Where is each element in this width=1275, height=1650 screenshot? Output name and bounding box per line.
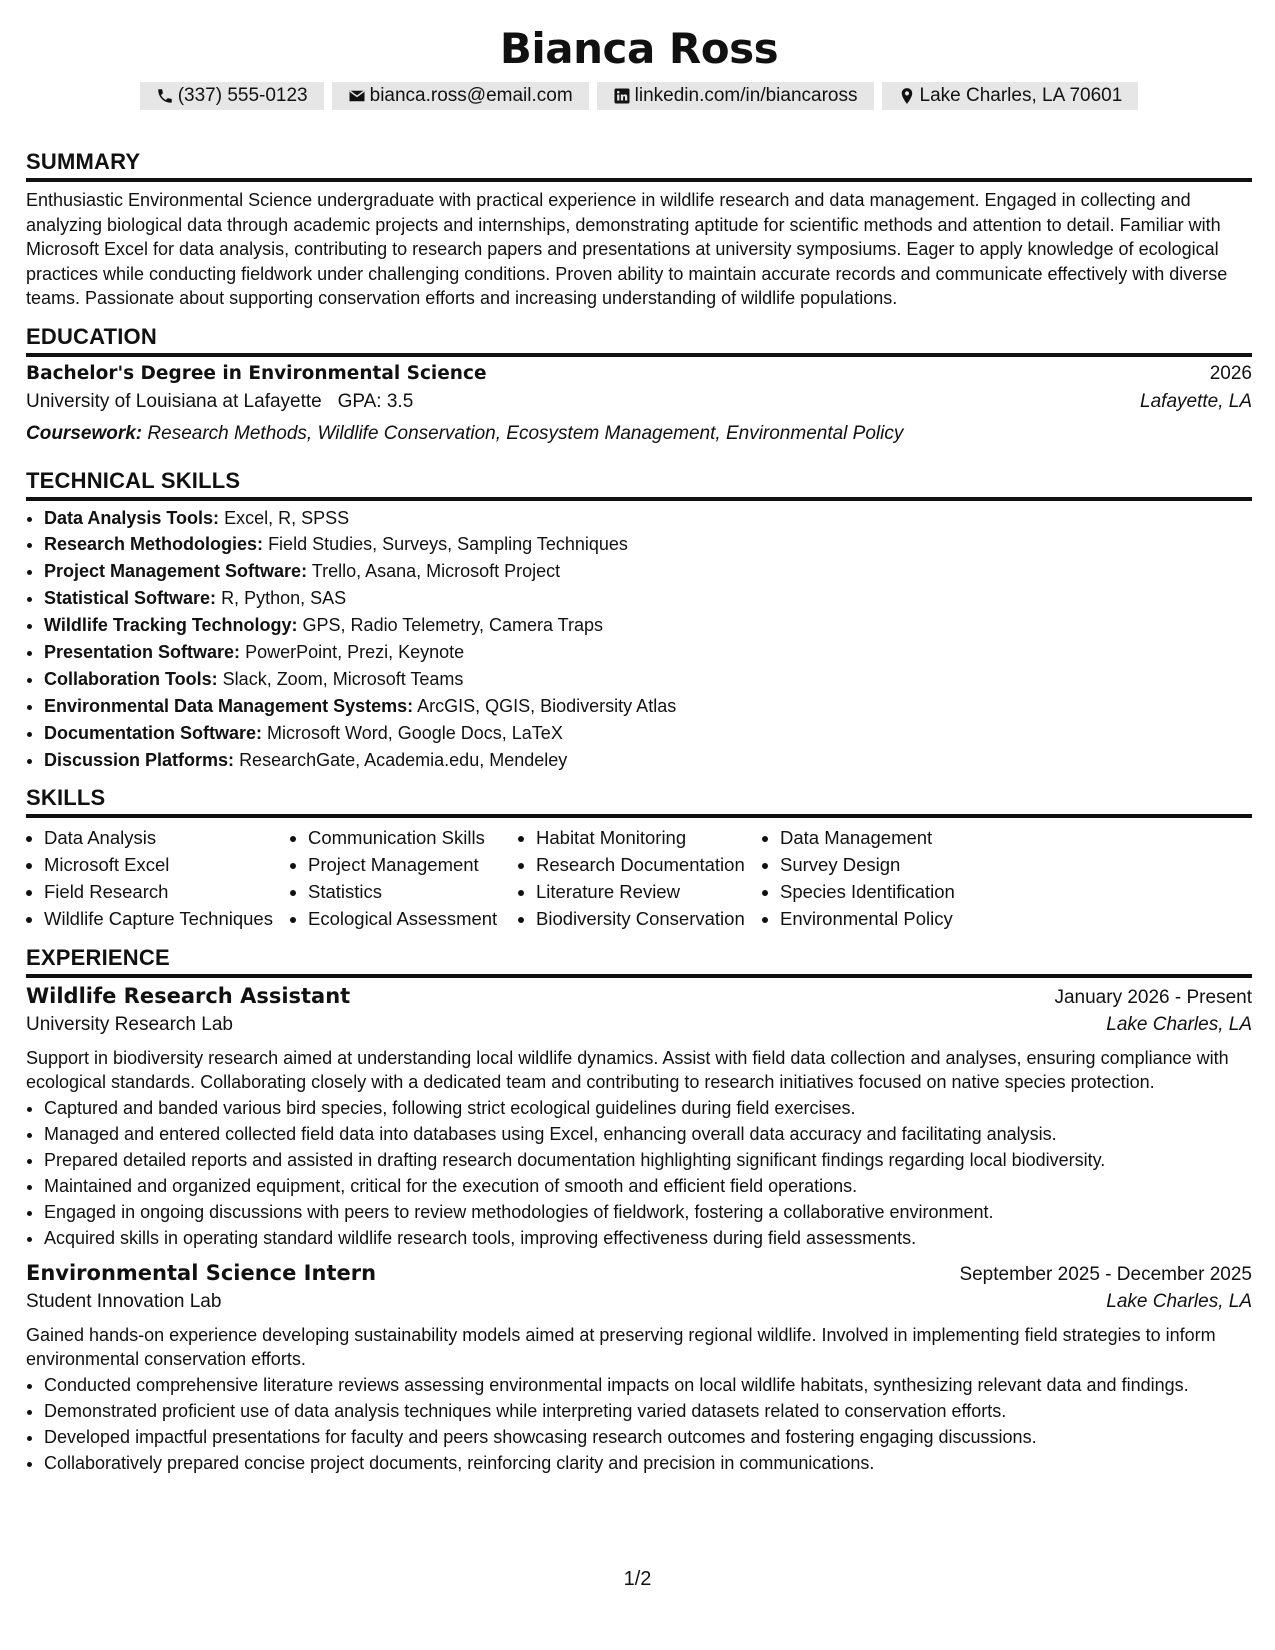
section-title: SKILLS bbox=[26, 784, 1252, 818]
job-bullets bbox=[26, 1095, 1252, 1251]
school-line bbox=[26, 391, 413, 413]
skill-values: Excel, R, SPSS bbox=[224, 507, 350, 528]
jobs-list bbox=[26, 984, 1252, 1476]
job-entry bbox=[26, 984, 1252, 1251]
gpa: GPA: 3.5 bbox=[337, 390, 414, 412]
skill-category: Data Analysis Tools: bbox=[44, 507, 220, 528]
skill-values: ResearchGate, Academia.edu, Mendeley bbox=[239, 749, 568, 770]
education-section bbox=[26, 323, 1252, 453]
job-bullets bbox=[26, 1372, 1252, 1476]
job-bullet: • Maintained and organized equipment, critical for the execution of smooth and efficient field operations. bbox=[44, 1173, 1252, 1199]
skill-item: • Survey Design bbox=[780, 851, 1002, 878]
candidate-name: Bianca Ross bbox=[499, 24, 779, 73]
skill-values: GPS, Radio Telemetry, Camera Traps bbox=[302, 615, 603, 636]
school-location: Lafayette, LA bbox=[1140, 390, 1252, 412]
skill-item: • Habitat Monitoring bbox=[536, 824, 762, 851]
coursework-label: Coursework: bbox=[26, 422, 143, 444]
technical-skill-item bbox=[44, 720, 1252, 747]
technical-skill-item bbox=[44, 531, 1252, 558]
job-bullet: • Engaged in ongoing discussions with peers to review methodologies of fieldwork, fostering a collaborative environment. bbox=[44, 1199, 1252, 1225]
location-text: Lake Charles, LA 70601 bbox=[919, 85, 1123, 106]
skill-item: • Data Analysis bbox=[44, 824, 290, 851]
job-bullet: • Collaboratively prepared concise project documents, reinforcing clarity and precision in communications. bbox=[44, 1450, 1252, 1476]
job-organization: Student Innovation Lab bbox=[26, 1290, 222, 1312]
technical-skill-item bbox=[44, 505, 1252, 532]
job-bullet: • Developed impactful presentations for faculty and peers showcasing research outcomes and fostering engaging discussions. bbox=[44, 1424, 1252, 1450]
technical-skill-item bbox=[44, 639, 1252, 666]
job-location: Lake Charles, LA bbox=[1106, 1290, 1252, 1312]
job-title: Wildlife Research Assistant bbox=[26, 983, 351, 1008]
skill-category: Documentation Software: bbox=[44, 722, 263, 743]
phone-text: (337) 555-0123 bbox=[177, 85, 308, 106]
technical-skill-item bbox=[44, 585, 1252, 612]
skill-item: • Biodiversity Conservation bbox=[536, 905, 762, 932]
skill-category: Presentation Software: bbox=[44, 642, 241, 663]
skill-item: • Field Research bbox=[44, 878, 290, 905]
skill-category: Collaboration Tools: bbox=[44, 668, 218, 689]
job-bullet: • Prepared detailed reports and assisted in drafting research documentation highlighting significant findings regarding local biodiversity. bbox=[44, 1147, 1252, 1173]
technical-skill-item bbox=[44, 693, 1252, 720]
job-dates: January 2026 - Present bbox=[1054, 986, 1252, 1008]
job-bullet: • Captured and banded various bird species, following strict ecological guidelines during field exercises. bbox=[44, 1095, 1252, 1121]
envelope-icon bbox=[348, 87, 366, 105]
degree-row bbox=[26, 363, 1252, 391]
coursework-list: Research Methods, Wildlife Conservation, Ecosystem Management, Environmental Policy bbox=[147, 422, 904, 444]
section-title: TECHNICAL SKILLS bbox=[26, 467, 1252, 501]
job-dates: September 2025 - December 2025 bbox=[959, 1263, 1252, 1285]
skills-column bbox=[290, 824, 518, 932]
linkedin-icon bbox=[613, 87, 631, 105]
skills-grid bbox=[26, 824, 1252, 932]
job-bullet: • Conducted comprehensive literature reviews assessing environmental impacts on local wildlife habitats, synthesizing relevant data and findings. bbox=[44, 1372, 1252, 1398]
skill-item: • Environmental Policy bbox=[780, 905, 1002, 932]
skill-item: • Species Identification bbox=[780, 878, 1002, 905]
skill-category: Statistical Software: bbox=[44, 588, 217, 609]
job-location: Lake Charles, LA bbox=[1106, 1013, 1252, 1035]
skill-item: • Communication Skills bbox=[308, 824, 518, 851]
job-header-row bbox=[26, 984, 1252, 1014]
linkedin-text: linkedin.com/in/biancaross bbox=[634, 85, 858, 106]
skill-values: Microsoft Word, Google Docs, LaTeX bbox=[267, 722, 563, 743]
phone-icon bbox=[156, 87, 174, 105]
skills-section bbox=[26, 784, 1252, 932]
contact-linkedin[interactable] bbox=[597, 82, 874, 110]
section-title: EXPERIENCE bbox=[26, 944, 1252, 978]
skill-values: PowerPoint, Prezi, Keynote bbox=[245, 642, 465, 663]
job-bullet: • Demonstrated proficient use of data analysis techniques while interpreting varied datasets related to conservation efforts. bbox=[44, 1398, 1252, 1424]
summary-text: Enthusiastic Environmental Science undergraduate with practical experience in wildlife research and data management. Engaged in collecting and analyzing biological data through academic projects and internships, demonstrating aptitude for scientific methods and attention to detail. Familiar with Microsoft Excel for data analysis, contributing to research papers and presentations at university symposiums. Eager to apply knowledge of ecological practices while conducting fieldwork under challenging conditions. Proven ability to maintain accurate records and communicate effectively with diverse teams. Passionate about supporting conservation efforts and increasing understanding of wildlife populations. bbox=[26, 190, 1228, 308]
job-bullet: • Acquired skills in operating standard wildlife research tools, improving effectiveness during field assessments. bbox=[44, 1225, 1252, 1251]
contact-location[interactable] bbox=[882, 82, 1139, 110]
skills-column bbox=[26, 824, 290, 932]
technical-skill-item bbox=[44, 747, 1252, 774]
resume-page bbox=[26, 18, 1252, 1476]
skill-item: • Ecological Assessment bbox=[308, 905, 518, 932]
skill-item: • Literature Review bbox=[536, 878, 762, 905]
summary-section bbox=[26, 148, 1252, 311]
technical-skill-item bbox=[44, 558, 1252, 585]
skill-values: R, Python, SAS bbox=[221, 588, 347, 609]
contact-phone[interactable] bbox=[140, 82, 324, 110]
skill-category: Wildlife Tracking Technology: bbox=[44, 615, 298, 636]
coursework-line bbox=[26, 423, 1252, 453]
page-number: 1/2 bbox=[623, 1568, 652, 1590]
school-name: University of Louisiana at Lafayette bbox=[26, 390, 322, 412]
skill-item: • Research Documentation bbox=[536, 851, 762, 878]
contact-email[interactable] bbox=[332, 82, 589, 110]
experience-section bbox=[26, 944, 1252, 1476]
job-description: Support in biodiversity research aimed at understanding local wildlife dynamics. Assist with field data collection and analyses, ensuring compliance with ecological standards. Collaborating closely with a dedicated team and contributing to research initiatives focused on native species protection. bbox=[26, 1047, 1229, 1093]
graduation-year: 2026 bbox=[1209, 362, 1252, 384]
skill-item: • Data Management bbox=[780, 824, 1002, 851]
skill-item: • Microsoft Excel bbox=[44, 851, 290, 878]
technical-skills-section bbox=[26, 467, 1252, 774]
job-org-row bbox=[26, 1291, 1252, 1323]
job-description: Gained hands-on experience developing sustainability models aimed at preserving regional wildlife. Involved in implementing field strategies to inform environmental conservation efforts. bbox=[26, 1324, 1216, 1370]
technical-skills-list bbox=[26, 505, 1252, 774]
technical-skill-item bbox=[44, 666, 1252, 693]
degree-title: Bachelor's Degree in Environmental Science bbox=[26, 362, 487, 384]
section-title: EDUCATION bbox=[26, 323, 1252, 357]
skill-values: ArcGIS, QGIS, Biodiversity Atlas bbox=[417, 695, 677, 716]
skill-values: Trello, Asana, Microsoft Project bbox=[311, 561, 561, 582]
skill-category: Environmental Data Management Systems: bbox=[44, 695, 414, 716]
skill-item: • Wildlife Capture Techniques bbox=[44, 905, 290, 932]
job-title: Environmental Science Intern bbox=[26, 1260, 377, 1285]
school-row bbox=[26, 391, 1252, 421]
skills-column bbox=[518, 824, 762, 932]
technical-skill-item bbox=[44, 612, 1252, 639]
job-bullet: • Managed and entered collected field data into databases using Excel, enhancing overall data accuracy and facilitating analysis. bbox=[44, 1121, 1252, 1147]
job-org-row bbox=[26, 1014, 1252, 1046]
skill-item: • Statistics bbox=[308, 878, 518, 905]
job-organization: University Research Lab bbox=[26, 1013, 233, 1035]
email-text: bianca.ross@email.com bbox=[369, 85, 573, 106]
skill-item: • Project Management bbox=[308, 851, 518, 878]
skills-column bbox=[762, 824, 1002, 932]
skill-category: Project Management Software: bbox=[44, 561, 308, 582]
skill-category: Research Methodologies: bbox=[44, 534, 264, 555]
job-entry bbox=[26, 1261, 1252, 1476]
skill-values: Field Studies, Surveys, Sampling Techniques bbox=[268, 534, 628, 555]
contact-bar bbox=[26, 82, 1252, 110]
section-title: SUMMARY bbox=[26, 148, 1252, 182]
map-pin-icon bbox=[898, 87, 916, 105]
skill-category: Discussion Platforms: bbox=[44, 749, 235, 770]
skill-values: Slack, Zoom, Microsoft Teams bbox=[222, 668, 464, 689]
job-header-row bbox=[26, 1261, 1252, 1291]
